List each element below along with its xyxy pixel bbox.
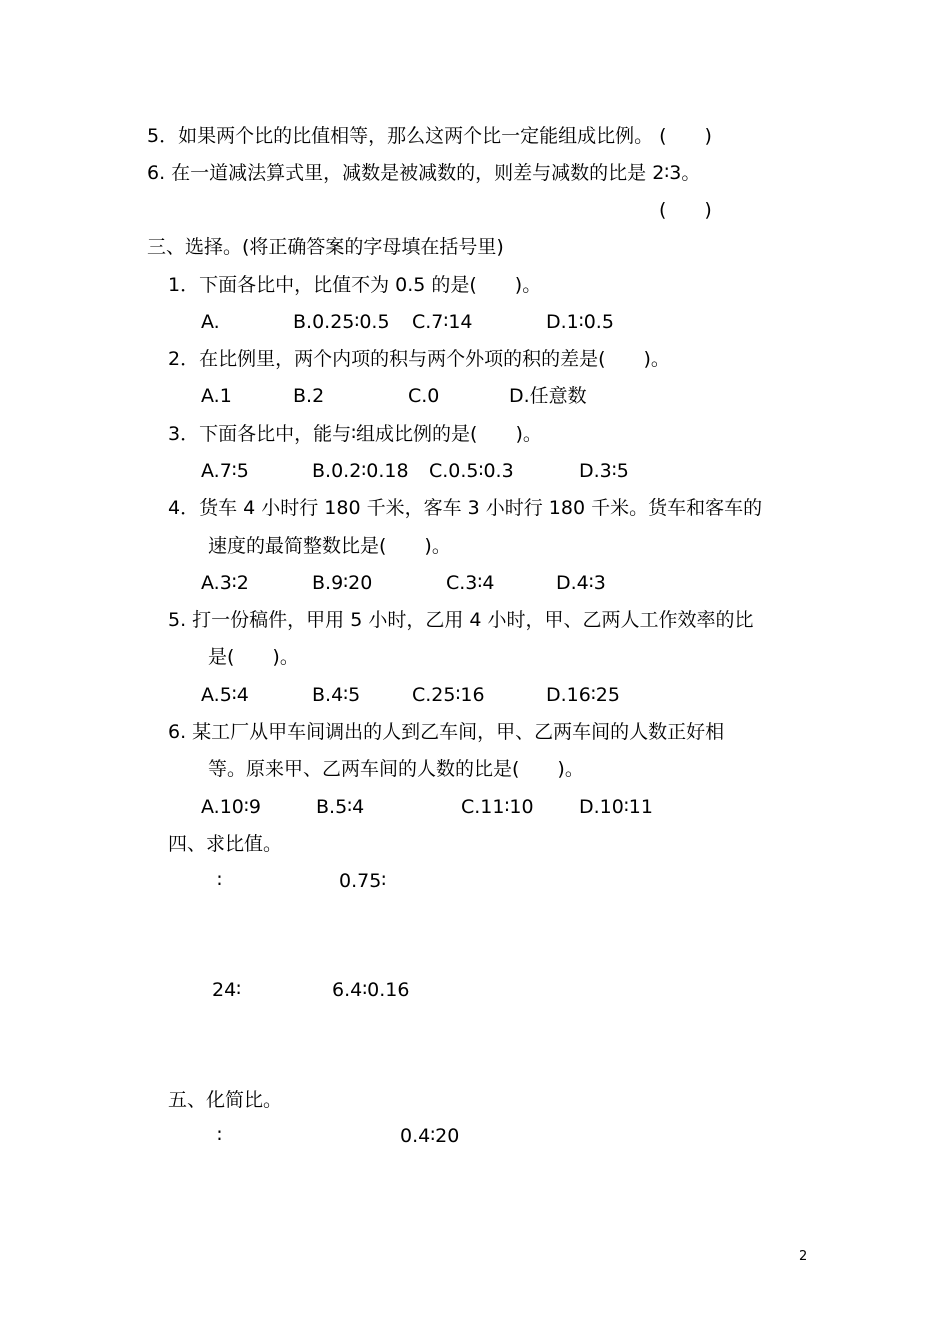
choice-question-2: 2．在比例里，两个内项的积与两个外项的积的差是( )。	[168, 348, 670, 370]
choice-question-4-continued: 速度的最简整数比是( )。	[208, 535, 451, 557]
choice-q2-option-a: A.1	[201, 385, 232, 407]
choice-q1-option-b: B.0.25∶0.5	[293, 311, 390, 333]
choice-q4-option-b: B.9∶20	[312, 572, 373, 594]
section-5-heading: 五、化简比。	[168, 1089, 283, 1111]
choice-question-6-continued: 等。原来甲、乙两车间的人数的比是( )。	[208, 758, 584, 780]
choice-q6-option-b: B.5∶4	[316, 796, 365, 818]
choice-q2-option-d: D.任意数	[509, 385, 587, 407]
choice-q5-option-b: B.4∶5	[312, 684, 361, 706]
simplify-problem: ∶	[217, 1125, 222, 1147]
ratio-problem: 0.75∶	[339, 870, 387, 892]
choice-q1-option-d: D.1∶0.5	[546, 311, 614, 333]
choice-question-5-continued: 是( )。	[208, 646, 299, 668]
true-false-question-5: 5．如果两个比的比值相等，那么这两个比一定能组成比例。 ( )	[147, 125, 712, 147]
section-4-heading: 四、求比值。	[168, 833, 283, 855]
choice-q1-option-a: A.	[201, 311, 220, 333]
choice-q5-option-c: C.25∶16	[412, 684, 485, 706]
choice-q3-option-d: D.3∶5	[579, 460, 629, 482]
section-3-heading: 三、选择。(将正确答案的字母填在括号里)	[147, 236, 504, 258]
simplify-problem: 0.4∶20	[400, 1125, 460, 1147]
true-false-question-6: 6. 在一道减法算式里，减数是被减数的，则差与减数的比是 2∶3。	[147, 162, 701, 184]
choice-q3-option-c: C.0.5∶0.3	[429, 460, 514, 482]
choice-question-4: 4．货车 4 小时行 180 千米，客车 3 小时行 180 千米。货车和客车的	[168, 497, 763, 519]
choice-q3-option-a: A.7∶5	[201, 460, 249, 482]
choice-q5-option-a: A.5∶4	[201, 684, 249, 706]
ratio-problem: ∶	[217, 870, 222, 892]
choice-question-5: 5. 打一份稿件，甲用 5 小时，乙用 4 小时，甲、乙两人工作效率的比	[168, 609, 754, 631]
choice-q4-option-d: D.4∶3	[556, 572, 606, 594]
choice-q5-option-d: D.16∶25	[546, 684, 620, 706]
true-false-question-6-blank: ( )	[659, 199, 712, 221]
choice-q4-option-a: A.3∶2	[201, 572, 249, 594]
page-number: 2	[799, 1249, 808, 1264]
choice-question-6: 6. 某工厂从甲车间调出的人到乙车间，甲、乙两车间的人数正好相	[168, 721, 725, 743]
choice-q1-option-c: C.7∶14	[412, 311, 473, 333]
choice-q2-option-c: C.0	[408, 385, 440, 407]
choice-question-1: 1．下面各比中，比值不为 0.5 的是( )。	[168, 274, 542, 296]
choice-q3-option-b: B.0.2∶0.18	[312, 460, 409, 482]
choice-q2-option-b: B.2	[293, 385, 325, 407]
ratio-problem: 24∶	[212, 979, 242, 1001]
choice-q6-option-a: A.10∶9	[201, 796, 261, 818]
choice-q6-option-c: C.11∶10	[461, 796, 534, 818]
choice-q6-option-d: D.10∶11	[579, 796, 653, 818]
ratio-problem: 6.4∶0.16	[332, 979, 410, 1001]
choice-q4-option-c: C.3∶4	[446, 572, 495, 594]
choice-question-3: 3．下面各比中，能与∶组成比例的是( )。	[168, 423, 542, 445]
